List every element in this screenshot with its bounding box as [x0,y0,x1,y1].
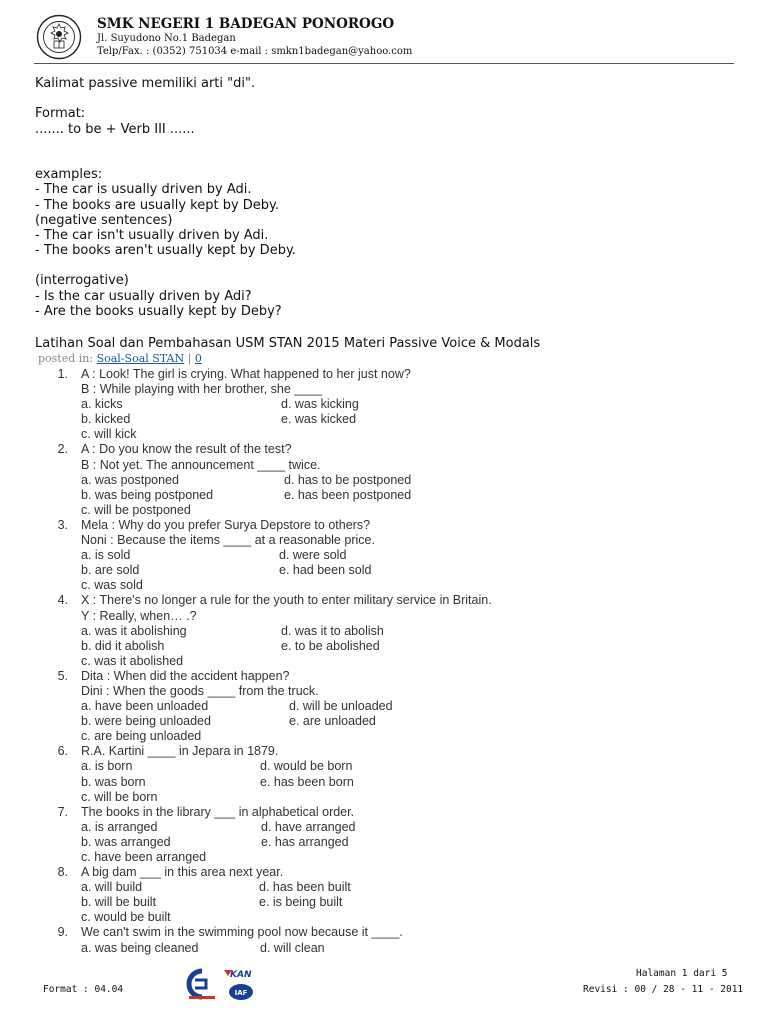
kan-logo-icon [224,970,252,980]
question-line [0,865,768,880]
answer-option[interactable]: e. had been sold [279,563,372,578]
question-line [0,593,768,608]
question-number: 5. [57,668,68,683]
example-line: - The books are usually kept by Deby. [35,197,280,213]
answer-option[interactable]: e. has been postponed [284,487,412,502]
question-line [0,925,768,940]
answer-option[interactable]: b. will be built [81,895,157,910]
question-text: Mela : Why do you prefer Surya Depstore to others? [81,517,371,532]
question-text: Noni : Because the items ____ at a reasonable price. [81,533,375,548]
question-line [0,805,768,820]
answer-option[interactable]: d. was kicking [281,397,359,412]
question-list [0,367,768,956]
answer-option[interactable]: c. have been arranged [81,850,207,864]
question-number: 9. [57,925,68,940]
question-item [0,367,768,442]
question-line [0,790,768,805]
question-line [0,533,768,548]
question-line [0,699,768,714]
answer-option[interactable]: b. were being unloaded [81,714,211,729]
posted-separator: | [187,352,192,365]
question-line [0,518,768,533]
question-line [0,684,768,699]
question-line [0,729,768,744]
answer-option[interactable]: c. would be built [81,910,171,925]
example-line: - Are the books usually kept by Deby? [35,303,282,319]
examples-label: examples: [35,167,103,183]
question-item [0,669,768,744]
answer-option[interactable]: d. has been built [259,880,351,895]
question-line [0,669,768,684]
question-number: 8. [57,865,68,880]
spacer [35,91,735,106]
answer-option[interactable]: b. was being postponed [81,487,214,502]
revision-info: Revisi : 00 / 28 - 11 - 2011 [583,984,744,995]
question-line [0,442,768,457]
question-line [0,910,768,925]
letterhead [34,12,734,62]
answer-option[interactable]: d. have arranged [261,819,356,834]
question-line [0,563,768,578]
answer-option[interactable]: e. is being built [259,895,343,910]
spacer [35,137,735,152]
answer-option[interactable]: b. was born [81,774,146,789]
question-item [0,744,768,804]
header-divider [34,63,734,64]
answer-option[interactable]: a. was being cleaned [81,940,199,955]
answer-option[interactable]: d. were sold [279,548,347,563]
answer-option[interactable]: b. kicked [81,412,131,427]
school-name: SMK NEGERI 1 BADEGAN PONOROGO [97,16,395,32]
question-line [0,775,768,790]
question-number: 1. [57,367,68,381]
answer-option[interactable]: c. will be postponed [81,502,191,517]
question-line [0,941,768,956]
question-item [0,593,768,668]
negative-label: (negative sentences) [35,212,173,228]
iaf-logo-icon [229,984,253,1000]
question-line [0,744,768,759]
answer-option[interactable]: d. would be born [260,759,353,774]
question-line [0,503,768,518]
question-line [0,609,768,624]
interrogative-label: (interrogative) [35,273,129,289]
question-line [0,850,768,865]
answer-option[interactable]: e. has arranged [261,834,349,849]
example-line: - The books aren't usually kept by Deby. [35,243,296,259]
answer-option[interactable]: a. kicks [81,397,123,412]
question-text: B : While playing with her brother, she ____ [81,382,323,397]
answer-option[interactable]: d. will be unloaded [289,699,393,714]
question-line [0,624,768,639]
answer-option[interactable]: b. did it abolish [81,638,165,653]
question-item [0,518,768,593]
question-number: 7. [57,804,68,819]
question-line [0,397,768,412]
question-text: A : Do you know the result of the test? [81,442,292,457]
format-text: ....... to be + Verb III ...... [35,121,195,137]
question-text: A big dam ___ in this area next year. [81,865,284,880]
question-line [0,427,768,442]
posted-label: posted in: [38,352,94,365]
answer-option[interactable]: c. was it abolished [81,653,184,668]
example-line: - The car is usually driven by Adi. [35,182,252,198]
question-number: 6. [57,744,68,759]
answer-option[interactable]: b. was arranged [81,834,171,849]
question-text: X : There's no longer a rule for the youth to enter military service in Britain. [81,593,492,608]
school-logo-icon [36,14,82,60]
question-item [0,442,768,517]
footer-format: Format : 04.04 [43,984,124,995]
question-number: 3. [57,517,68,532]
format-label: Format: [35,106,86,122]
intro-definition: Kalimat passive memiliki arti "di". [35,76,256,91]
example-line: - The car isn't usually driven by Adi. [35,227,269,243]
answer-option[interactable]: d. will clean [260,940,325,955]
question-line [0,654,768,669]
answer-option[interactable]: d. was it to abolish [281,623,384,638]
spacer [35,152,735,167]
article-title: Latihan Soal dan Pembahasan USM STAN 2015 Materi Passive Voice & Modals [35,336,541,351]
question-text: R.A. Kartini ____ in Jepara in 1879. [81,744,279,759]
answer-option[interactable]: a. have been unloaded [81,699,209,714]
question-text: The books in the library ___ in alphabetical order. [81,804,355,819]
question-text: Dita : When did the accident happen? [81,668,290,683]
question-line [0,639,768,654]
question-line [0,488,768,503]
question-text: Dini : When the goods ____ from the truck. [81,683,319,698]
answer-option[interactable]: c. are being unloaded [81,729,202,744]
school-address: Jl. Suyudono No.1 Badegan [97,33,236,44]
answer-option[interactable]: b. are sold [81,563,140,578]
school-contact: Telp/Fax. : (0352) 751034 e-mail : smkn1badegan@yahoo.com [97,46,413,57]
spacer [35,258,735,273]
question-number: 4. [57,593,68,608]
question-line [0,714,768,729]
question-item [0,925,768,955]
answer-option[interactable]: a. is sold [81,548,131,563]
question-line [0,835,768,850]
kan-logo-text: KAN [230,970,252,980]
answer-option[interactable]: a. was it abolishing [81,623,187,638]
question-line [0,578,768,593]
category-link[interactable]: Soal-Soal STAN [96,352,185,365]
question-text: A : Look! The girl is crying. What happened to her just now? [81,367,411,381]
question-line [0,895,768,910]
question-item [0,865,768,925]
answer-option[interactable]: c. was sold [81,578,143,593]
question-number: 2. [57,442,68,457]
answer-option[interactable]: a. is born [81,759,133,774]
page-number: Halaman 1 dari 5 [636,968,728,979]
answer-option[interactable]: e. to be abolished [281,638,380,653]
answer-option[interactable]: a. will build [81,880,143,895]
question-line [0,412,768,427]
answer-option[interactable]: c. will kick [81,427,137,442]
answer-option[interactable]: e. was kicked [281,412,357,427]
question-line [0,458,768,473]
question-line [0,548,768,563]
question-text: B : Not yet. The announcement ____ twice. [81,457,321,472]
question-text: We can't swim in the swimming pool now because it ____. [81,925,403,940]
question-line [0,880,768,895]
question-line [0,367,768,382]
question-item [0,805,768,865]
passive-explanation [35,76,735,319]
answer-option[interactable]: e. has been born [260,774,354,789]
answer-option[interactable]: e. are unloaded [289,714,376,729]
question-line [0,820,768,835]
posted-meta [38,352,202,365]
question-line [0,759,768,774]
certification-mark-icon [189,971,215,999]
certification-logos-icon [186,966,262,1002]
answer-option[interactable]: d. has to be postponed [284,472,412,487]
answer-option[interactable]: a. is arranged [81,819,158,834]
answer-option[interactable]: c. will be born [81,789,158,804]
question-text: Y : Really, when… .? [81,608,197,623]
question-line [0,473,768,488]
comments-link[interactable]: 0 [194,352,202,365]
answer-option[interactable]: a. was postponed [81,472,179,487]
example-line: - Is the car usually driven by Adi? [35,288,252,304]
question-line [0,382,768,397]
iaf-logo-text: IAF [234,989,248,997]
